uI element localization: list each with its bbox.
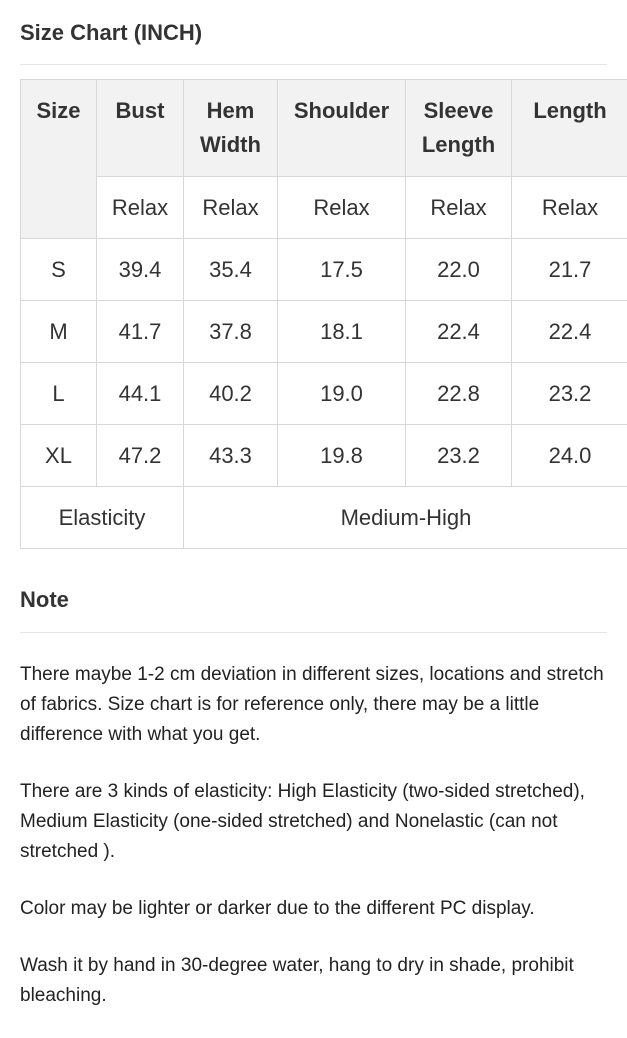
elasticity-label: Elasticity <box>21 487 184 549</box>
column-header-hem-width-label: Hem Width <box>196 94 266 162</box>
elasticity-value: Medium-High <box>184 487 627 549</box>
note-title: Note <box>20 587 69 613</box>
column-header-length: Length <box>512 80 627 177</box>
size-chart-table <box>20 79 627 549</box>
size-cell: S <box>21 239 97 301</box>
note-paragraph: There are 3 kinds of elasticity: High Elasticity (two-sided stretched), Medium Elasticity (one-sided stretched) and Nonelastic (can not stretched ). <box>20 777 610 867</box>
column-header-hem-width <box>184 80 278 177</box>
fit-cell: Relax <box>184 177 278 239</box>
note-paragraph: Color may be lighter or darker due to the different PC display. <box>20 894 610 924</box>
value-cell: 24.0 <box>512 425 627 487</box>
value-cell: 21.7 <box>512 239 627 301</box>
fit-cell: Relax <box>97 177 184 239</box>
value-cell: 19.8 <box>278 425 406 487</box>
value-cell: 43.3 <box>184 425 278 487</box>
table-row <box>21 363 627 425</box>
column-header-sleeve-length-label: Sleeve Length <box>419 94 499 162</box>
size-chart-title: Size Chart (INCH) <box>20 20 202 46</box>
value-cell: 22.4 <box>512 301 627 363</box>
note-divider <box>20 632 607 633</box>
size-cell: XL <box>21 425 97 487</box>
value-cell: 40.2 <box>184 363 278 425</box>
table-row <box>21 425 627 487</box>
fit-cell: Relax <box>512 177 627 239</box>
fit-cell: Relax <box>406 177 512 239</box>
fit-cell: Relax <box>278 177 406 239</box>
value-cell: 18.1 <box>278 301 406 363</box>
value-cell: 23.2 <box>512 363 627 425</box>
note-body <box>20 660 610 1038</box>
value-cell: 17.5 <box>278 239 406 301</box>
table-row <box>21 301 627 363</box>
note-paragraph: Wash it by hand in 30-degree water, hang to dry in shade, prohibit bleaching. <box>20 951 610 1011</box>
value-cell: 47.2 <box>97 425 184 487</box>
size-cell: M <box>21 301 97 363</box>
value-cell: 23.2 <box>406 425 512 487</box>
size-cell: L <box>21 363 97 425</box>
table-header-row <box>21 80 627 177</box>
fit-row <box>21 177 627 239</box>
value-cell: 39.4 <box>97 239 184 301</box>
column-header-sleeve-length <box>406 80 512 177</box>
column-header-size: Size <box>21 80 97 239</box>
column-header-bust: Bust <box>97 80 184 177</box>
value-cell: 35.4 <box>184 239 278 301</box>
note-paragraph: There maybe 1-2 cm deviation in different sizes, locations and stretch of fabrics. Size chart is for reference only, there may be a little difference with what you get. <box>20 660 610 750</box>
column-header-shoulder: Shoulder <box>278 80 406 177</box>
value-cell: 22.4 <box>406 301 512 363</box>
value-cell: 22.8 <box>406 363 512 425</box>
value-cell: 19.0 <box>278 363 406 425</box>
value-cell: 22.0 <box>406 239 512 301</box>
table-row <box>21 239 627 301</box>
value-cell: 44.1 <box>97 363 184 425</box>
value-cell: 41.7 <box>97 301 184 363</box>
title-divider <box>20 64 607 65</box>
elasticity-row <box>21 487 627 549</box>
value-cell: 37.8 <box>184 301 278 363</box>
